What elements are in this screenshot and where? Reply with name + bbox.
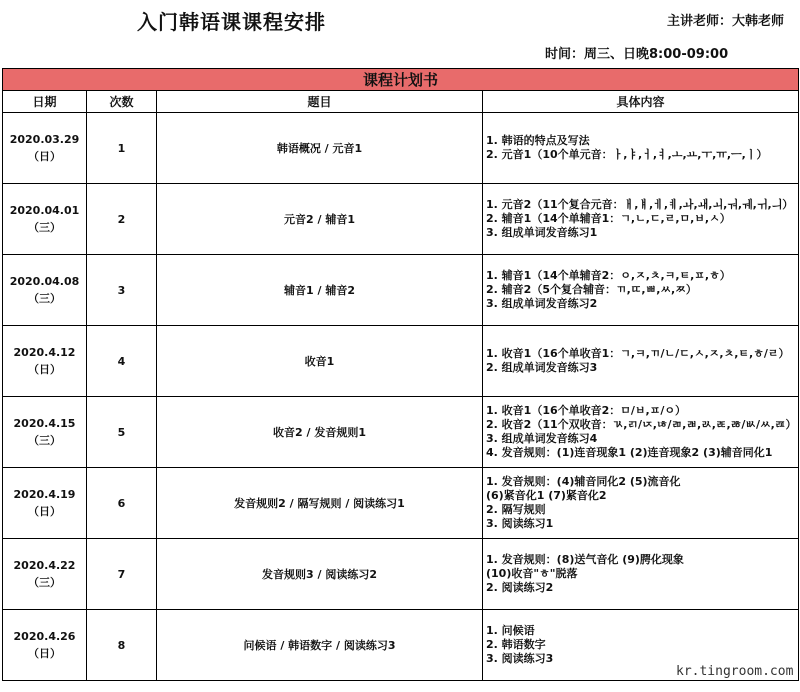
row-topic: 发音规则2 / 隔写规则 / 阅读练习1 (157, 468, 483, 539)
row-date-cell (3, 255, 87, 326)
row-date-cell (3, 610, 87, 681)
row-weekday: （三） (28, 434, 61, 447)
table-row (3, 397, 799, 468)
row-topic: 元音2 / 辅音1 (157, 184, 483, 255)
row-detail-line: 3. 组成单词发音练习4 (486, 432, 598, 445)
row-detail-line: 2. 韩语数字 (486, 638, 546, 651)
row-count: 3 (87, 255, 157, 326)
table-title-row (3, 69, 799, 91)
row-date-cell (3, 326, 87, 397)
row-detail-line: 1. 收音1（16个单收音1：ㄱ,ㅋ,ㄲ/ㄴ/ㄷ,ㅅ,ㅈ,ㅊ,ㅌ,ㅎ/ㄹ） (486, 347, 790, 360)
row-date: 2020.4.12 (13, 346, 76, 359)
row-detail-line: 2. 收音2（11个双收音：ㄳ,ㄺ/ㄵ,ㄶ/ㄻ,ㄼ,ㄽ,ㄾ,ㅀ/ㅄ/ㅆ,ㄿ） (486, 418, 797, 431)
row-date: 2020.4.15 (13, 417, 76, 430)
row-detail-line: 2. 阅读练习2 (486, 581, 554, 594)
row-details (483, 397, 799, 468)
table-row (3, 113, 799, 184)
table-row (3, 539, 799, 610)
row-detail-line: 1. 问候语 (486, 624, 535, 637)
row-detail-line: 1. 辅音1（14个单辅音2：ㅇ,ㅈ,ㅊ,ㅋ,ㅌ,ㅍ,ㅎ） (486, 269, 731, 282)
row-date: 2020.4.19 (13, 488, 76, 501)
column-header-content: 具体内容 (483, 91, 799, 113)
row-topic: 问候语 / 韩语数字 / 阅读练习3 (157, 610, 483, 681)
row-detail-line: 1. 元音2（11个复合元音：ㅐ,ㅒ,ㅔ,ㅖ,ㅘ,ㅙ,ㅚ,ㅝ,ㅞ,ㅟ,ㅢ） (486, 198, 794, 211)
row-detail-line: 1. 发音规则：(4)辅音同化2 (5)流音化 (486, 475, 681, 488)
row-date-cell (3, 113, 87, 184)
row-detail-line: (6)紧音化1 (7)紧音化2 (486, 489, 607, 502)
row-detail-line: 3. 阅读练习3 (486, 652, 554, 665)
teacher-label: 主讲老师：大韩老师 (667, 14, 785, 29)
row-weekday: （日） (28, 150, 61, 163)
row-detail-line: 2. 辅音1（14个单辅音1：ㄱ,ㄴ,ㄷ,ㄹ,ㅁ,ㅂ,ㅅ） (486, 212, 731, 225)
column-header-row (3, 91, 799, 113)
table-row (3, 255, 799, 326)
column-header-count: 次数 (87, 91, 157, 113)
row-date: 2020.04.01 (9, 204, 80, 217)
row-detail-line: 1. 韩语的特点及写法 (486, 134, 590, 147)
column-header-date: 日期 (3, 91, 87, 113)
row-detail-line: 2. 组成单词发音练习3 (486, 361, 598, 374)
row-topic: 收音1 (157, 326, 483, 397)
schedule-time: 时间：周三、日晚8:00-09:00 (545, 47, 729, 62)
row-weekday: （日） (28, 647, 61, 660)
table-body (3, 113, 799, 681)
row-details (483, 468, 799, 539)
row-detail-line: 1. 收音1（16个单收音2：ㅁ/ㅂ,ㅍ/ㅇ） (486, 404, 686, 417)
row-weekday: （三） (28, 221, 61, 234)
row-details (483, 326, 799, 397)
page-title: 入门韩语课课程安排 (137, 10, 326, 34)
row-topic: 收音2 / 发音规则1 (157, 397, 483, 468)
row-count: 8 (87, 610, 157, 681)
row-count: 4 (87, 326, 157, 397)
row-date: 2020.4.22 (13, 559, 76, 572)
row-count: 6 (87, 468, 157, 539)
table-row (3, 326, 799, 397)
row-date-cell (3, 397, 87, 468)
row-details (483, 113, 799, 184)
row-count: 5 (87, 397, 157, 468)
row-topic: 韩语概况 / 元音1 (157, 113, 483, 184)
row-count: 1 (87, 113, 157, 184)
row-detail-line: 3. 组成单词发音练习2 (486, 297, 598, 310)
row-date: 2020.4.26 (13, 630, 76, 643)
row-details (483, 539, 799, 610)
table-title: 课程计划书 (3, 69, 799, 91)
row-detail-line: 2. 隔写规则 (486, 503, 546, 516)
course-plan-table (2, 68, 799, 681)
row-detail-line: 2. 辅音2（5个复合辅音：ㄲ,ㄸ,ㅃ,ㅆ,ㅉ） (486, 283, 697, 296)
table-row (3, 184, 799, 255)
row-count: 7 (87, 539, 157, 610)
row-detail-line: 3. 阅读练习1 (486, 517, 554, 530)
column-header-topic: 题目 (157, 91, 483, 113)
row-weekday: （三） (28, 292, 61, 305)
row-topic: 发音规则3 / 阅读练习2 (157, 539, 483, 610)
row-detail-line: 2. 元音1（10个单元音：ㅏ,ㅑ,ㅓ,ㅕ,ㅗ,ㅛ,ㅜ,ㅠ,ㅡ,ㅣ） (486, 148, 768, 161)
row-details (483, 184, 799, 255)
row-weekday: （日） (28, 505, 61, 518)
table-row (3, 468, 799, 539)
row-details (483, 255, 799, 326)
row-date: 2020.03.29 (9, 133, 80, 146)
row-date: 2020.04.08 (9, 275, 80, 288)
row-date-cell (3, 184, 87, 255)
row-detail-line: 1. 发音规则：(8)送气音化 (9)腭化现象 (486, 553, 684, 566)
row-topic: 辅音1 / 辅音2 (157, 255, 483, 326)
row-detail-line: 4. 发音规则：(1)连音现象1 (2)连音现象2 (3)辅音同化1 (486, 446, 773, 459)
row-detail-line: (10)收音"ㅎ"脱落 (486, 567, 578, 580)
row-count: 2 (87, 184, 157, 255)
row-detail-line: 3. 组成单词发音练习1 (486, 226, 598, 239)
watermark: kr.tingroom.com (676, 664, 794, 679)
row-date-cell (3, 539, 87, 610)
row-weekday: （日） (28, 363, 61, 376)
row-weekday: （三） (28, 576, 61, 589)
row-date-cell (3, 468, 87, 539)
